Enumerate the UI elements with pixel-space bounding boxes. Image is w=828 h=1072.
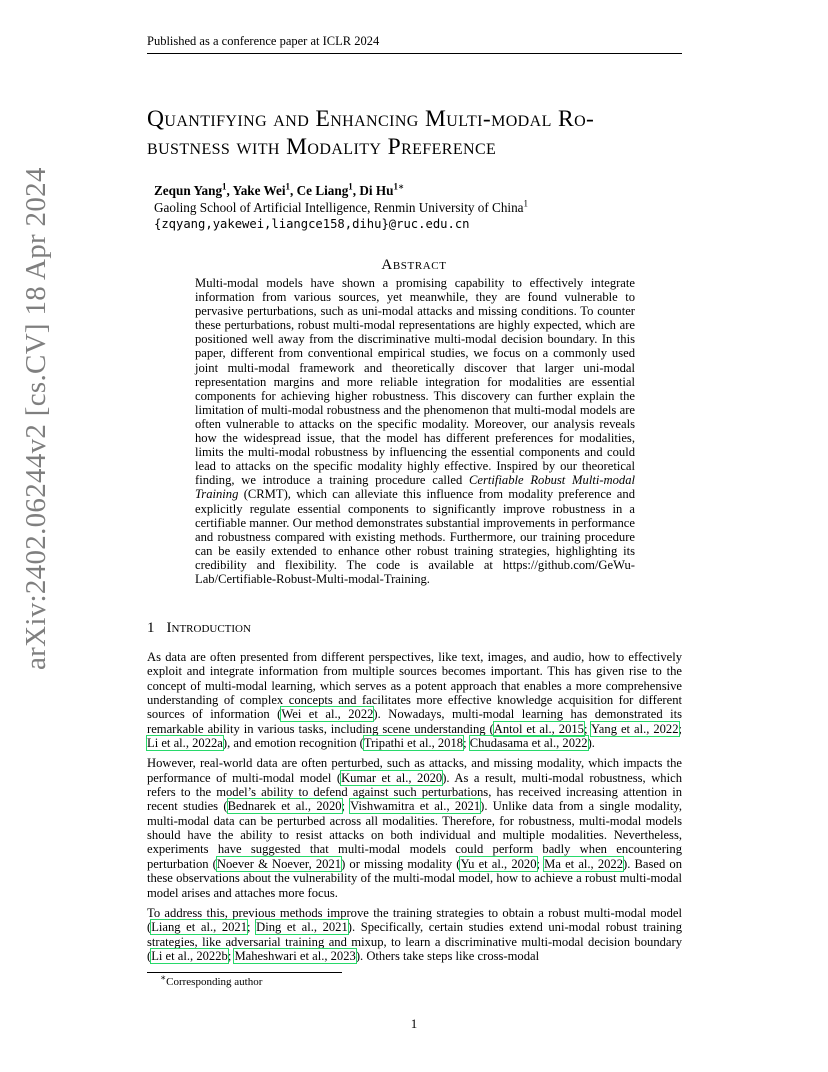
citation-link[interactable]: Vishwamitra et al., 2021: [350, 799, 481, 814]
affiliation: [154, 199, 528, 216]
author-sup: 1: [285, 181, 291, 192]
abstract-heading: Abstract: [381, 257, 447, 273]
citation-link[interactable]: Tripathi et al., 2018: [363, 736, 464, 751]
citation-link[interactable]: Wei et al., 2022: [281, 707, 374, 722]
citation-link[interactable]: Li et al., 2022a: [147, 736, 223, 751]
text-run: ). Specifically, certain studies extend uni-modal robust training strategies, like adversarial training and mixup, to learn a discriminative multi-modal decision boundary (: [147, 920, 683, 963]
text-run: ;: [247, 920, 257, 935]
author-sup: 1: [222, 181, 227, 192]
text-run: ). Others take steps like cross-modal: [355, 948, 540, 963]
abstract-body: [195, 276, 635, 586]
text-run: ), and emotion recognition (: [222, 736, 364, 751]
citation-link[interactable]: Kumar et al., 2020: [341, 770, 443, 785]
footnote-rule: [147, 972, 342, 973]
citation-link[interactable]: Li et al., 2022b: [151, 948, 228, 963]
text-run: Multi-modal models have shown a promising capability to effectively integrate information from various sources, yet meanwhile, they are found vulnerable to pervasive perturbations, such as uni-modal attacks and missing conditions. To counter these perturbations, robust multi-modal representations are highly expected, which are positioned well away from the discriminative multi-modal decision boundary. In this paper, different from conventional empirical studies, we focus on a commonly used joint multi-modal framework and theoretically discover that larger uni-modal representation margins and more reliable integration for modalities are essential components for achieving higher robustness. This discovery can further explain the limitation of multi-modal robustness and the phenomenon that multi-modal models are often vulnerable to attacks on the specific modality. Moreover, our analysis reveals how the widespread issue, that the model has different preferences for modalities, limits the multi-modal robustness by influencing the essential components and could lead to attacks on the specific modality highly effective. Inspired by our theoretical finding, we introduce a training procedure called: [195, 276, 635, 488]
text-run: ;: [463, 736, 470, 751]
citation-link[interactable]: Liang et al., 2021: [151, 920, 248, 935]
author-name: Ce Liang: [296, 183, 349, 198]
citation-link[interactable]: Noever & Noever, 2021: [216, 856, 342, 871]
text-run: ). Based on these observations about the vulnerability of the multi-modal model, how to achieve a robust multi-modal model arises and attaches more focus.: [147, 856, 683, 900]
author-emails[interactable]: {zqyang,yakewei,liangce158,dihu}@ruc.edu.cn: [154, 217, 470, 231]
affiliation-text: Gaoling School of Artificial Intelligence, Renmin University of China: [154, 200, 524, 215]
paragraph: [147, 906, 682, 963]
text-run: ;: [227, 948, 235, 963]
text-run: ;: [341, 799, 351, 814]
author-sup: 1∗: [393, 181, 405, 192]
paragraph: [147, 756, 682, 899]
running-header: Published as a conference paper at ICLR 2024: [147, 34, 682, 54]
text-run: To address this, previous methods improve the training strategies to obtain a robust multi-modal model (: [147, 905, 682, 935]
author-names: Zequn Yang$^1$, Yake Wei$^1$, Ce Liang$^1$, Di $Hu^{1∗}$: [154, 181, 405, 198]
citation-link[interactable]: Yu et al., 2020: [460, 856, 537, 871]
paragraph: [147, 650, 682, 750]
citation-link[interactable]: Ding et al., 2021: [256, 920, 348, 935]
title-line-1: Quantifying and Enhancing Multi-modal Ro-: [147, 106, 595, 132]
footnote-mark: ∗: [160, 972, 167, 983]
author-name: Di Hu: [359, 183, 394, 198]
citation-link[interactable]: Maheshwari et al., 2023: [234, 948, 356, 963]
author-block: [154, 182, 528, 233]
paper-title: [147, 105, 707, 161]
author-name: Zequn Yang: [154, 183, 223, 198]
arxiv-stamp[interactable]: arXiv:2402.06244v2 [cs.CV] 18 Apr 2024: [20, 167, 52, 670]
citation-link[interactable]: Antol et al., 2015: [493, 721, 584, 736]
text-run: ). As a result, multi-modal robustness, which refers to the model’s ability to defend against such perturbations, has received increasing attention in recent studies (: [147, 770, 682, 814]
text-run: (CRMT), which can alleviate this influence from modality preference and explicitly regulate essential components to significantly improve robustness in a certifiable manner. Our method demonstrates substantial improvements in performance and robustness compared with existing methods. Furthermore, our training procedure can be easily extended to enhance other robust training strategies, highlighting its credibility and flexibility. The code is available at https://github.com/GeWu-Lab/Certifiable-Robust-Multi-modal-Training.: [195, 487, 635, 586]
text-run: ) or missing modality (: [341, 856, 461, 871]
citation-link[interactable]: Yang et al., 2022: [590, 721, 679, 736]
text-run: ). Nowadays, multi-modal learning has demonstrated its remarkable ability in various tasks, including scene understanding (: [147, 707, 682, 736]
text-run: ;: [536, 856, 545, 871]
citation-link[interactable]: Chudasama et al., 2022: [469, 736, 588, 751]
method-name: Certifiable Robust Multi-modal Training: [195, 473, 635, 502]
citation-link[interactable]: Bednarek et al., 2020: [227, 799, 342, 814]
affiliation-sup: 1: [523, 198, 529, 209]
text-run: As data are often presented from different perspectives, like text, images, and audio, how to effectively exploit and integrate information from multiple sources becomes important. This has given rise to the concept of multi-modal learning, which serves as a potent approach that enables a more comprehensive understanding of complex concepts and facilitates more effective knowledge acquisition for different sources of information (: [147, 650, 682, 722]
page-number: 1: [410, 1016, 418, 1031]
author-sup: 1: [348, 181, 353, 192]
title-line-2: bustness with Modality Preference: [147, 134, 497, 160]
text-run: ;: [678, 721, 683, 736]
author-name: Yake Wei: [232, 183, 286, 198]
footnote-text: Corresponding author: [166, 976, 263, 988]
section-heading: [147, 620, 251, 637]
intro-body: [147, 650, 682, 969]
text-run: ).: [587, 736, 595, 751]
section-number: 1: [147, 620, 155, 636]
text-run: However, real-world data are often perturbed, such as attacks, and missing modality, which impacts the performance of multi-modal model (: [147, 756, 682, 785]
citation-link[interactable]: Ma et al., 2022: [544, 856, 624, 871]
text-run: ;: [583, 721, 591, 736]
text-run: ). Unlike data from a single modality, multi-modal data can be perturbed across all modalities. Therefore, for robustness, multi-modal models should have the ability to resist attacks on both individual and multiple modalities. Nevertheless, experiments have suggested that multi-modal models could perform badly when encountering perturbation (: [147, 799, 682, 871]
footnote: [160, 972, 263, 988]
section-title: Introduction: [166, 620, 251, 636]
